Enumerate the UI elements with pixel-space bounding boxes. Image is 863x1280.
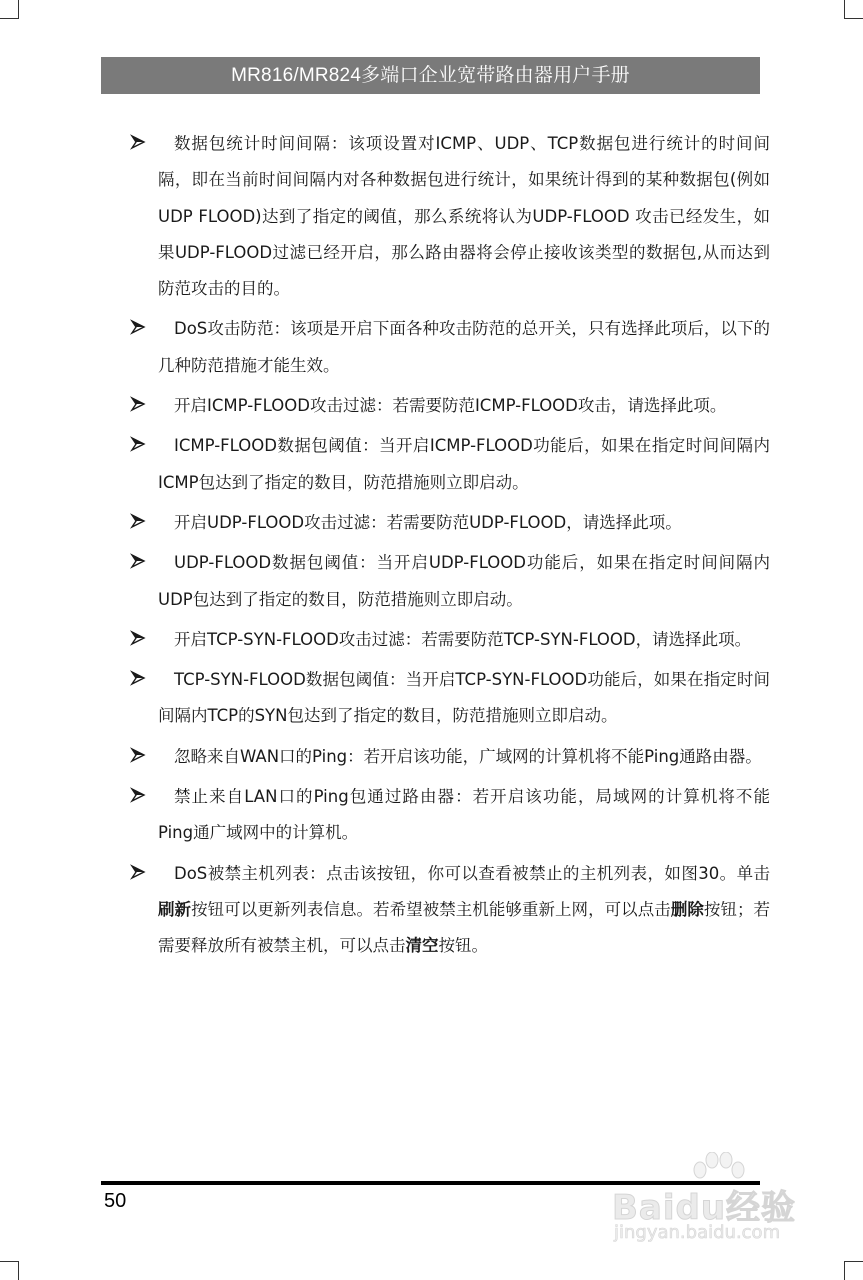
arrow-bullet-icon (130, 630, 146, 646)
arrow-bullet-icon (130, 864, 146, 880)
list-item-text (158, 662, 770, 735)
text-segment: 按钮。 (438, 936, 488, 956)
arrow-bullet-icon (130, 747, 146, 763)
watermark-url: jingyan.baidu.com (614, 1222, 781, 1243)
list-item-text (158, 739, 770, 775)
text-segment: 开启UDP-FLOOD攻击过滤：若需要防范UDP-FLOOD，请选择此项。 (174, 512, 682, 532)
watermark-brand: Baidu经验 (612, 1188, 797, 1228)
text-segment: 数据包统计时间间隔：该项设置对ICMP、UDP、TCP数据包进行统计的时间间隔，即在当前时间间隔内对各种数据包进行统计，如果统计得到的某种数据包(例如UDP FLOOD)达到了指定的阈值，那么系统将认为UDP-FLOOD 攻击已经发生，如果UDP-FLOOD过滤已经开启，那么路由器将会停止接收该类型的数据包,从而达到防范攻击的目的。 (158, 134, 770, 299)
list-item (130, 545, 770, 618)
arrow-bullet-icon (130, 396, 146, 412)
arrow-bullet-icon (130, 319, 146, 335)
text-segment: 按钮；若需要释放所有被禁主机，可以点击 (158, 899, 771, 956)
bold-term: 刷新 (158, 899, 192, 919)
list-item (130, 505, 770, 541)
list-item-text (158, 779, 770, 852)
list-item (130, 739, 770, 775)
text-segment: 开启ICMP-FLOOD攻击过滤：若需要防范ICMP-FLOOD攻击，请选择此项。 (174, 396, 727, 416)
list-item-text (158, 311, 770, 384)
list-item (130, 126, 770, 307)
watermark (612, 1152, 812, 1248)
crop-mark-top-left (0, 0, 19, 19)
bullet-list (130, 126, 770, 969)
bold-term: 删除 (670, 899, 704, 919)
list-item (130, 622, 770, 658)
text-segment: 按钮可以更新列表信息。若希望被禁主机能够重新上网，可以点击 (191, 899, 671, 919)
crop-mark-bottom-left (0, 1261, 19, 1280)
text-segment: 忽略来自WAN口的Ping：若开启该功能，广域网的计算机将不能Ping通路由器。 (174, 746, 762, 766)
list-item-text (158, 428, 770, 501)
list-item-text (158, 388, 770, 424)
list-item-text (158, 126, 770, 307)
arrow-bullet-icon (130, 134, 146, 150)
crop-mark-bottom-right (844, 1261, 863, 1280)
text-segment: ICMP-FLOOD数据包阈值：当开启ICMP-FLOOD功能后，如果在指定时间间隔内ICMP包达到了指定的数目，防范措施则立即启动。 (158, 436, 770, 492)
text-segment: 禁止来自LAN口的Ping包通过路由器：若开启该功能，局域网的计算机将不能Ping通广域网中的计算机。 (158, 787, 770, 843)
list-item-text (158, 856, 770, 965)
list-item (130, 311, 770, 384)
list-item (130, 428, 770, 501)
list-item-text (158, 622, 770, 658)
list-item (130, 856, 770, 965)
list-item (130, 662, 770, 735)
text-segment: 开启TCP-SYN-FLOOD攻击过滤：若需要防范TCP-SYN-FLOOD，请选择此项。 (174, 629, 752, 649)
arrow-bullet-icon (130, 670, 146, 686)
bold-term: 清空 (405, 936, 439, 956)
list-item-text (158, 545, 770, 618)
crop-mark-top-right (844, 0, 863, 19)
text-segment: DoS被禁主机列表：点击该按钮，你可以查看被禁止的主机列表，如图30。单击 (174, 863, 770, 883)
list-item (130, 779, 770, 852)
text-segment: TCP-SYN-FLOOD数据包阈值：当开启TCP-SYN-FLOOD功能后，如果在指定时间间隔内TCP的SYN包达到了指定的数目，防范措施则立即启动。 (158, 670, 770, 726)
arrow-bullet-icon (130, 513, 146, 529)
list-item-text (158, 505, 770, 541)
text-segment: DoS攻击防范：该项是开启下面各种攻击防范的总开关，只有选择此项后，以下的几种防范措施才能生效。 (158, 319, 770, 375)
page-header (101, 57, 760, 94)
arrow-bullet-icon (130, 553, 146, 569)
page-number: 50 (104, 1190, 127, 1212)
text-segment: UDP-FLOOD数据包阈值：当开启UDP-FLOOD功能后，如果在指定时间间隔内UDP包达到了指定的数目，防范措施则立即启动。 (158, 553, 770, 609)
list-item (130, 388, 770, 424)
arrow-bullet-icon (130, 787, 146, 803)
header-title: MR816/MR824多端口企业宽带路由器用户手册 (231, 65, 630, 86)
arrow-bullet-icon (130, 436, 146, 452)
